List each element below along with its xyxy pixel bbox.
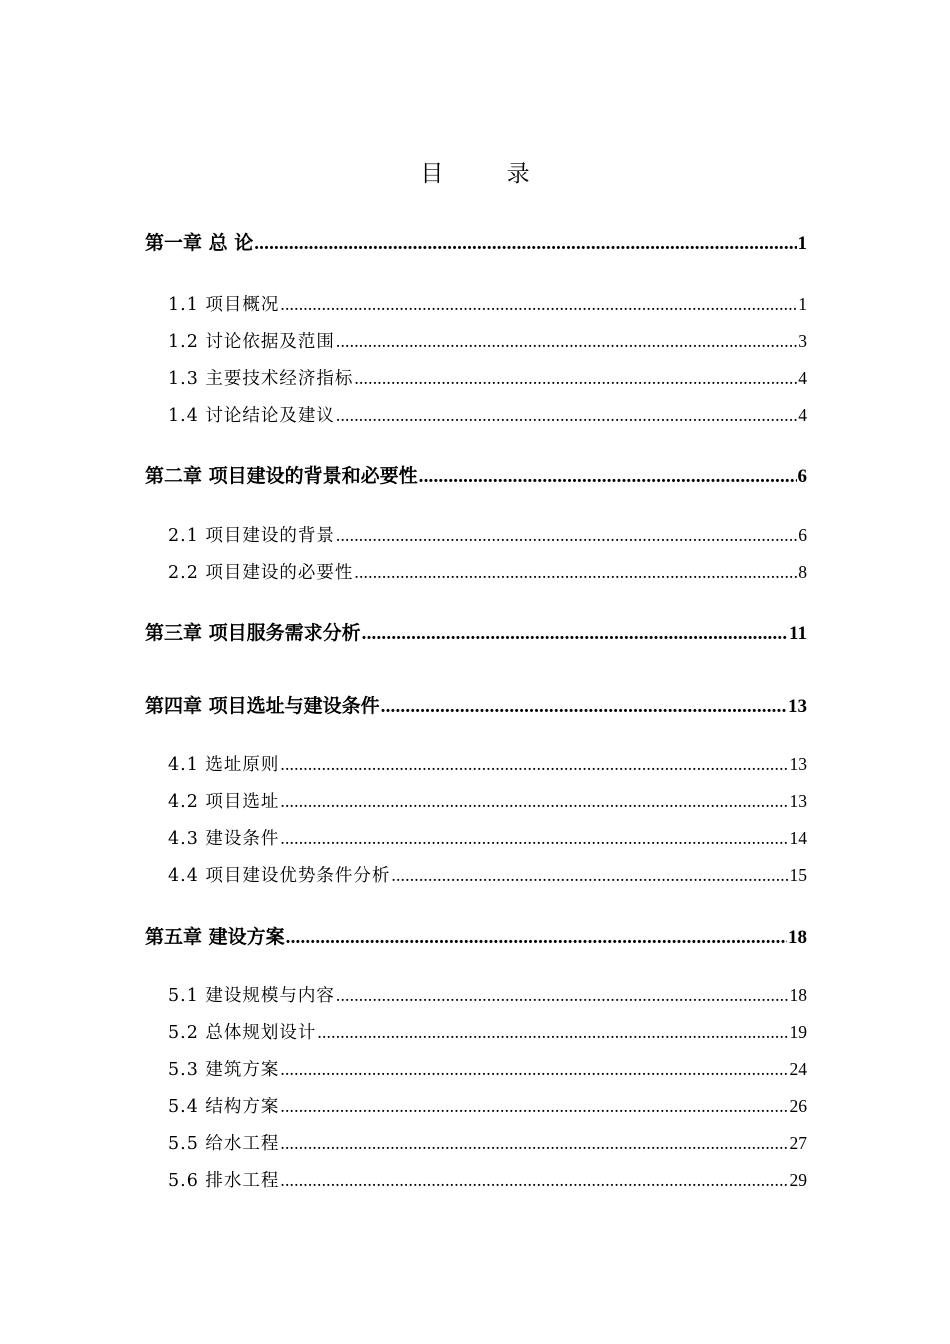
toc-entry-chapter-1[interactable] xyxy=(145,228,807,255)
toc-leader-dots xyxy=(336,525,797,546)
toc-entry-label: 4.4 项目建设优势条件分析 xyxy=(168,866,391,886)
toc-entry-page: 14 xyxy=(789,828,807,848)
toc-leader-dots xyxy=(362,623,788,645)
toc-entry-page: 13 xyxy=(789,754,807,774)
toc-entry-label: 5.2 总体规划设计 xyxy=(168,1023,317,1043)
toc-leader-dots xyxy=(354,562,797,583)
toc-entry-label: 1.2 讨论依据及范围 xyxy=(168,332,335,352)
toc-entry-page: 4 xyxy=(798,405,807,425)
toc-entry-page: 13 xyxy=(788,696,807,717)
toc-entry-page: 13 xyxy=(789,791,807,811)
toc-leader-dots xyxy=(280,1096,788,1117)
toc-leader-dots xyxy=(280,791,788,812)
toc-entry-page: 29 xyxy=(789,1170,807,1190)
toc-entry-section-5-4[interactable] xyxy=(168,1093,807,1118)
toc-entry-page: 18 xyxy=(788,927,807,948)
toc-entry-page: 19 xyxy=(789,1022,807,1042)
toc-leader-dots xyxy=(280,754,788,775)
toc-leader-dots xyxy=(354,368,797,389)
toc-entry-page: 11 xyxy=(789,623,807,644)
toc-leader-dots xyxy=(280,1133,788,1154)
toc-entry-label: 1.4 讨论结论及建议 xyxy=(168,406,335,426)
toc-entry-label: 4.1 选址原则 xyxy=(168,755,280,775)
toc-entry-label: 2.1 项目建设的背景 xyxy=(168,526,335,546)
toc-leader-dots xyxy=(381,696,787,718)
toc-entry-label: 4.3 建设条件 xyxy=(168,829,280,849)
toc-entry-chapter-2[interactable] xyxy=(145,461,807,488)
toc-entry-page: 15 xyxy=(789,865,807,885)
toc-leader-dots xyxy=(286,927,787,949)
toc-entry-page: 6 xyxy=(798,525,807,545)
toc-leader-dots xyxy=(336,405,797,426)
page-title: 目 录 xyxy=(420,161,558,187)
toc-entry-label: 2.2 项目建设的必要性 xyxy=(168,563,354,583)
toc-entry-label: 第二章 项目建设的背景和必要性 xyxy=(145,465,418,487)
toc-entry-label: 5.3 建筑方案 xyxy=(168,1060,280,1080)
toc-leader-dots xyxy=(254,233,796,255)
toc-entry-page: 27 xyxy=(789,1133,807,1153)
toc-entry-label: 1.3 主要技术经济指标 xyxy=(168,369,354,389)
toc-entry-label: 5.4 结构方案 xyxy=(168,1097,280,1117)
toc-entry-page: 6 xyxy=(797,466,807,487)
toc-entry-section-1-3[interactable] xyxy=(168,365,807,390)
toc-entry-section-2-2[interactable] xyxy=(168,559,807,584)
toc-entry-page: 3 xyxy=(798,331,807,351)
toc-entry-section-5-5[interactable] xyxy=(168,1130,807,1155)
toc-leader-dots xyxy=(336,985,789,1006)
toc-entry-label: 第一章 总 论 xyxy=(145,232,254,254)
toc-entry-chapter-5[interactable] xyxy=(145,922,807,949)
toc-leader-dots xyxy=(419,466,797,488)
toc-entry-section-4-4[interactable] xyxy=(168,862,807,887)
toc-entry-page: 8 xyxy=(798,562,807,582)
toc-entry-section-5-3[interactable] xyxy=(168,1056,807,1081)
toc-leader-dots xyxy=(280,294,797,315)
toc-entry-label: 第五章 建设方案 xyxy=(145,926,285,948)
toc-entry-section-4-1[interactable] xyxy=(168,751,807,776)
toc-entry-label: 5.6 排水工程 xyxy=(168,1171,280,1191)
toc-leader-dots xyxy=(280,1059,788,1080)
toc-entry-chapter-3[interactable] xyxy=(145,618,807,645)
toc-entry-page: 1 xyxy=(797,233,807,254)
toc-leader-dots xyxy=(336,331,797,352)
toc-entry-section-4-3[interactable] xyxy=(168,825,807,850)
toc-entry-page: 1 xyxy=(798,294,807,314)
toc-entry-label: 5.5 给水工程 xyxy=(168,1134,280,1154)
toc-entry-label: 第四章 项目选址与建设条件 xyxy=(145,695,380,717)
toc-entry-label: 第三章 项目服务需求分析 xyxy=(145,622,361,644)
toc-entry-page: 24 xyxy=(789,1059,807,1079)
toc-entry-page: 4 xyxy=(798,368,807,388)
toc-entry-label: 5.1 建设规模与内容 xyxy=(168,986,335,1006)
toc-entry-page: 18 xyxy=(789,985,807,1005)
toc-leader-dots xyxy=(317,1022,788,1043)
toc-entry-label: 1.1 项目概况 xyxy=(168,295,280,315)
toc-entry-section-1-4[interactable] xyxy=(168,402,807,427)
toc-leader-dots xyxy=(280,828,788,849)
toc-entry-section-5-6[interactable] xyxy=(168,1167,807,1192)
toc-leader-dots xyxy=(280,1170,788,1191)
toc-entry-chapter-4[interactable] xyxy=(145,691,807,718)
toc-entry-section-5-1[interactable] xyxy=(168,982,807,1007)
toc-entry-section-1-2[interactable] xyxy=(168,328,807,353)
toc-entry-section-2-1[interactable] xyxy=(168,522,807,547)
toc-entry-section-4-2[interactable] xyxy=(168,788,807,813)
toc-leader-dots xyxy=(391,865,788,886)
toc-entry-label: 4.2 项目选址 xyxy=(168,792,280,812)
toc-entry-section-5-2[interactable] xyxy=(168,1019,807,1044)
toc-entry-page: 26 xyxy=(789,1096,807,1116)
toc-entry-section-1-1[interactable] xyxy=(168,291,807,316)
